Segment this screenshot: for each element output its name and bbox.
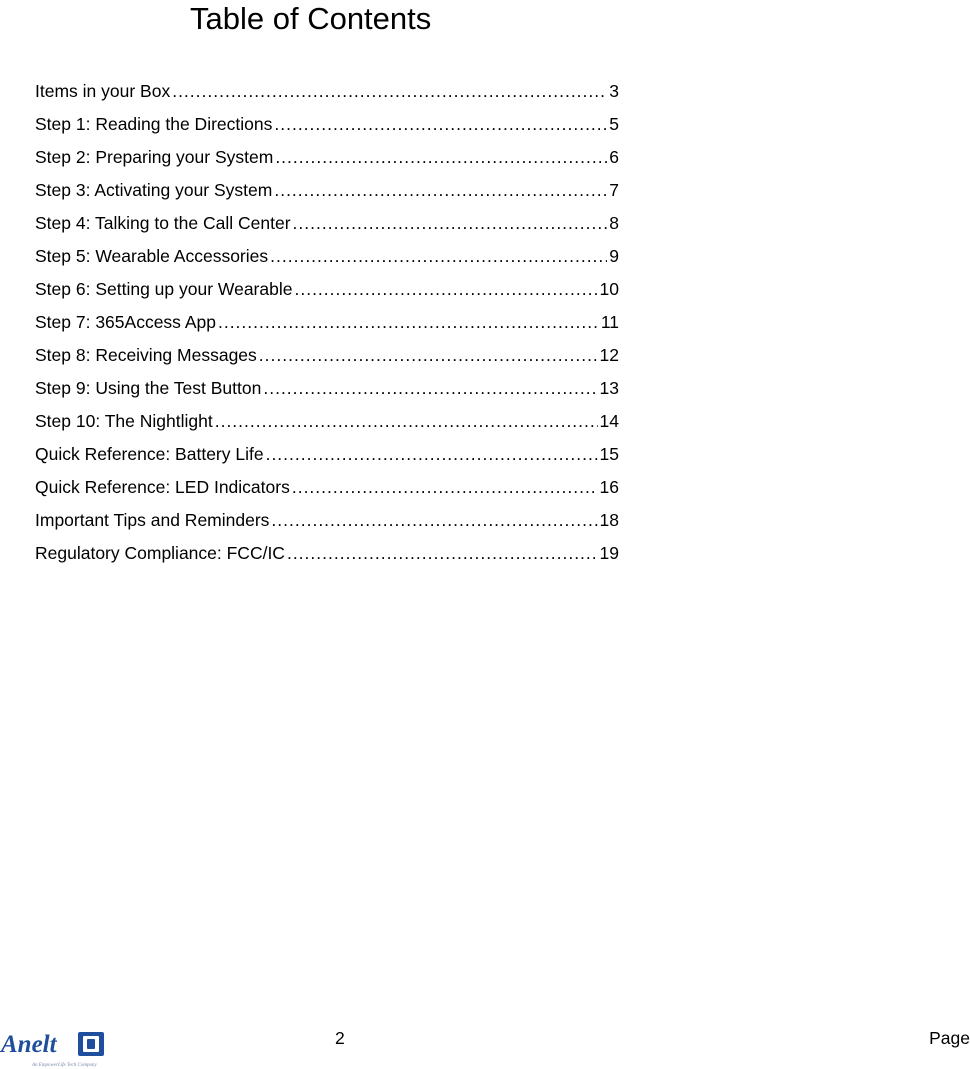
toc-entry[interactable]: [35, 339, 619, 372]
toc-entry-label: Step 4: Talking to the Call Center: [35, 213, 291, 233]
toc-entry-label: Quick Reference: Battery Life: [35, 444, 264, 464]
dot-leader: [271, 504, 597, 537]
page-title: Table of Contents: [190, 1, 432, 36]
toc-entry-page: 9: [609, 246, 619, 266]
dot-leader: [218, 306, 599, 339]
toc-entry[interactable]: [35, 537, 619, 570]
toc-entry-page: 16: [599, 477, 619, 497]
toc-entry-page: 13: [599, 378, 619, 398]
toc-entry[interactable]: [35, 174, 619, 207]
toc-entry-label: Step 1: Reading the Directions: [35, 114, 273, 134]
dot-leader: [294, 273, 597, 306]
table-of-contents: [35, 75, 619, 570]
toc-entry[interactable]: [35, 438, 619, 471]
toc-entry-page: 3: [609, 81, 619, 101]
toc-entry-page: 7: [609, 180, 619, 200]
dot-leader: [259, 339, 598, 372]
toc-entry-page: 11: [600, 312, 619, 332]
dot-leader: [293, 207, 608, 240]
toc-entry[interactable]: [35, 273, 619, 306]
logo-mark-core: [87, 1039, 95, 1049]
anelto-logo: [0, 1026, 118, 1069]
dot-leader: [270, 240, 607, 273]
logo-wordmark: Anelt: [1, 1031, 57, 1058]
toc-entry-label: Regulatory Compliance: FCC/IC: [35, 543, 285, 563]
toc-entry[interactable]: [35, 240, 619, 273]
toc-entry-page: 6: [609, 147, 619, 167]
dot-leader: [263, 372, 597, 405]
toc-entry[interactable]: [35, 471, 619, 504]
dot-leader: [172, 75, 607, 108]
page-label: Page: [929, 1028, 970, 1048]
toc-entry-label: Step 8: Receiving Messages: [35, 345, 257, 365]
toc-entry[interactable]: [35, 141, 619, 174]
dot-leader: [287, 537, 598, 570]
toc-entry[interactable]: [35, 306, 619, 339]
logo-tagline: An EmpowerLife Tech Company: [32, 1063, 97, 1068]
toc-entry-label: Step 6: Setting up your Wearable: [35, 279, 293, 299]
toc-entry-label: Step 7: 365Access App: [35, 312, 216, 332]
toc-entry[interactable]: [35, 108, 619, 141]
dot-leader: [215, 405, 598, 438]
dot-leader: [274, 174, 607, 207]
toc-entry[interactable]: [35, 207, 619, 240]
dot-leader: [292, 471, 598, 504]
toc-entry-label: Step 5: Wearable Accessories: [35, 246, 269, 266]
toc-entry-page: 18: [599, 510, 619, 530]
toc-entry-page: 8: [609, 213, 619, 233]
toc-entry-label: Step 10: The Nightlight: [35, 411, 213, 431]
toc-entry-page: 5: [609, 114, 619, 134]
dot-leader: [275, 141, 607, 174]
toc-entry[interactable]: [35, 372, 619, 405]
dot-leader: [266, 438, 598, 471]
toc-entry-label: Items in your Box: [35, 81, 171, 101]
toc-entry-page: 10: [599, 279, 619, 299]
toc-entry-label: Step 2: Preparing your System: [35, 147, 274, 167]
toc-entry-page: 14: [599, 411, 619, 431]
toc-entry-label: Step 9: Using the Test Button: [35, 378, 262, 398]
dot-leader: [274, 108, 607, 141]
toc-entry[interactable]: [35, 405, 619, 438]
toc-entry[interactable]: [35, 75, 619, 108]
toc-entry-label: Step 3: Activating your System: [35, 180, 273, 200]
toc-entry-page: 19: [599, 543, 619, 563]
toc-entry-label: Quick Reference: LED Indicators: [35, 477, 290, 497]
toc-entry[interactable]: [35, 504, 619, 537]
page-number: 2: [335, 1028, 345, 1048]
toc-entry-page: 12: [599, 345, 619, 365]
toc-entry-page: 15: [599, 444, 619, 464]
toc-entry-label: Important Tips and Reminders: [35, 510, 270, 530]
